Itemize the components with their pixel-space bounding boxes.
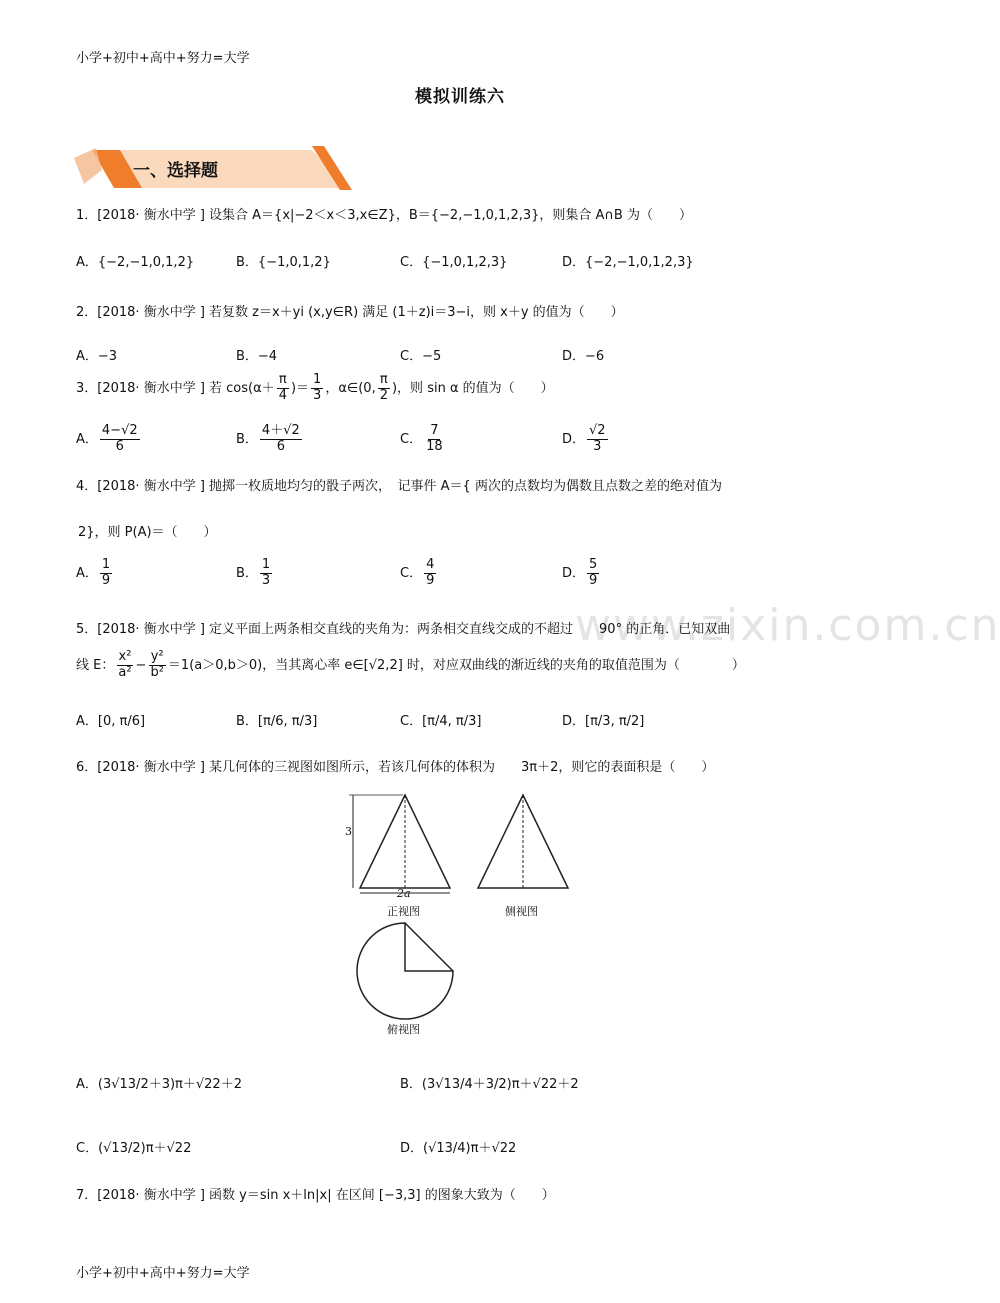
q2-option-c[interactable]: C．−5 [400, 349, 442, 364]
question-2-stem: 2．[2018· 衡水中学 ] 若复数 z＝x＋yi (x,y∈R) 满足 (1＋z)i＝3−i，则 x＋y 的值为（ ） [76, 305, 624, 320]
page-footer: 小学+初中+高中+努力=大学 [76, 1266, 250, 1281]
question-4-stem: 4．[2018· 衡水中学 ] 抛掷一枚质地均匀的骰子两次， 记事件 A＝{ 两次的点数均为偶数且点数之差的绝对值为 [76, 479, 722, 494]
q4-option-c[interactable]: C． $\frac{4}{9}$ [400, 557, 435, 588]
q3-option-a[interactable]: A． $\frac{4-√2}{6}$ [76, 423, 138, 454]
q4-option-a[interactable]: A． $\frac{1}{9}$ [76, 557, 111, 588]
side-view-label: 侧视图 [505, 905, 538, 918]
q5-option-d[interactable]: D．[π/3, π/2] [562, 714, 645, 729]
q3-option-b[interactable]: B． $\frac{4+√2}{6}$ [236, 423, 300, 454]
q4-option-b[interactable]: B． $\frac{1}{3}$ [236, 557, 271, 588]
section-title: 一、选择题 [133, 161, 218, 181]
q5-option-b[interactable]: B．[π/6, π/3] [236, 714, 318, 729]
question-4-stem-cont: 2}，则 P(A)＝（ ） [78, 525, 217, 540]
document-title: 模拟训练六 [415, 87, 505, 107]
q6-option-b[interactable]: B．(3√13/4＋3/2)π＋√22＋2 [400, 1077, 579, 1092]
q6-option-a[interactable]: A．(3√13/2＋3)π＋√22＋2 [76, 1077, 242, 1092]
q1-option-a[interactable]: A．{−2,−1,0,1,2} [76, 255, 195, 270]
q2-option-a[interactable]: A．−3 [76, 349, 118, 364]
q6-option-c[interactable]: C．(√13/2)π＋√22 [76, 1141, 192, 1156]
question-5-stem: 5．[2018· 衡水中学 ] 定义平面上两条相交直线的夹角为：两条相交直线交成的不超过 90° 的正角．已知双曲 [76, 622, 731, 637]
q5-option-a[interactable]: A．[0, π/6] [76, 714, 146, 729]
q1-option-d[interactable]: D．{−2,−1,0,1,2,3} [562, 255, 694, 270]
q1-option-b[interactable]: B．{−1,0,1,2} [236, 255, 331, 270]
q2-option-b[interactable]: B．−4 [236, 349, 278, 364]
question-1-stem: 1．[2018· 衡水中学 ] 设集合 A＝{x|−2＜x＜3,x∈Z}，B＝{−2,−1,0,1,2,3}，则集合 A∩B 为（ ） [76, 208, 692, 223]
question-5-stem-cont: 线 E： $\frac{\text{x²}}{\text{a²}}$ − $\frac{\text{y²}}{\text{b²}}$ ＝1(a＞0,b＞0)，当其离心率 e∈[√2,2] 时，对应双曲线的渐近线的夹角的取值范围为（ ） [76, 649, 745, 680]
q1-option-c[interactable]: C．{−1,0,1,2,3} [400, 255, 508, 270]
question-7-stem: 7．[2018· 衡水中学 ] 函数 y＝sin x＋ln|x| 在区间 [−3,3] 的图象大致为（ ） [76, 1188, 555, 1203]
three-view-figure [345, 785, 575, 1035]
watermark: www.zixin.com.cn [575, 600, 1000, 651]
top-view-label: 俯视图 [387, 1023, 420, 1036]
q4-option-d[interactable]: D． $\frac{5}{9}$ [562, 557, 598, 588]
height-label: 3 [345, 825, 352, 838]
question-6-stem: 6．[2018· 衡水中学 ] 某几何体的三视图如图所示，若该几何体的体积为 3π＋2，则它的表面积是（ ） [76, 760, 715, 775]
q6-option-d[interactable]: D．(√13/4)π＋√22 [400, 1141, 517, 1156]
page-header: 小学+初中+高中+努力=大学 [76, 51, 250, 66]
three-view-drawing [345, 785, 575, 1035]
q3-option-d[interactable]: D． $\frac{√2}{3}$ [562, 423, 606, 454]
question-3-stem: 3．[2018· 衡水中学 ] 若 cos(α＋ $\frac{\pi}{4}$ )＝ $\frac{1}{3}$ ，α∈(0, $\frac{\pi}{2}$ )，则 sin α 的值为（ ） [76, 372, 554, 403]
q5-option-c[interactable]: C．[π/4, π/3] [400, 714, 482, 729]
front-view-label: 正视图 [387, 905, 420, 918]
q3-option-c[interactable]: C． $\frac{7}{18}$ [400, 423, 443, 454]
width-label: 2a [397, 887, 411, 900]
q2-option-d[interactable]: D．−6 [562, 349, 605, 364]
